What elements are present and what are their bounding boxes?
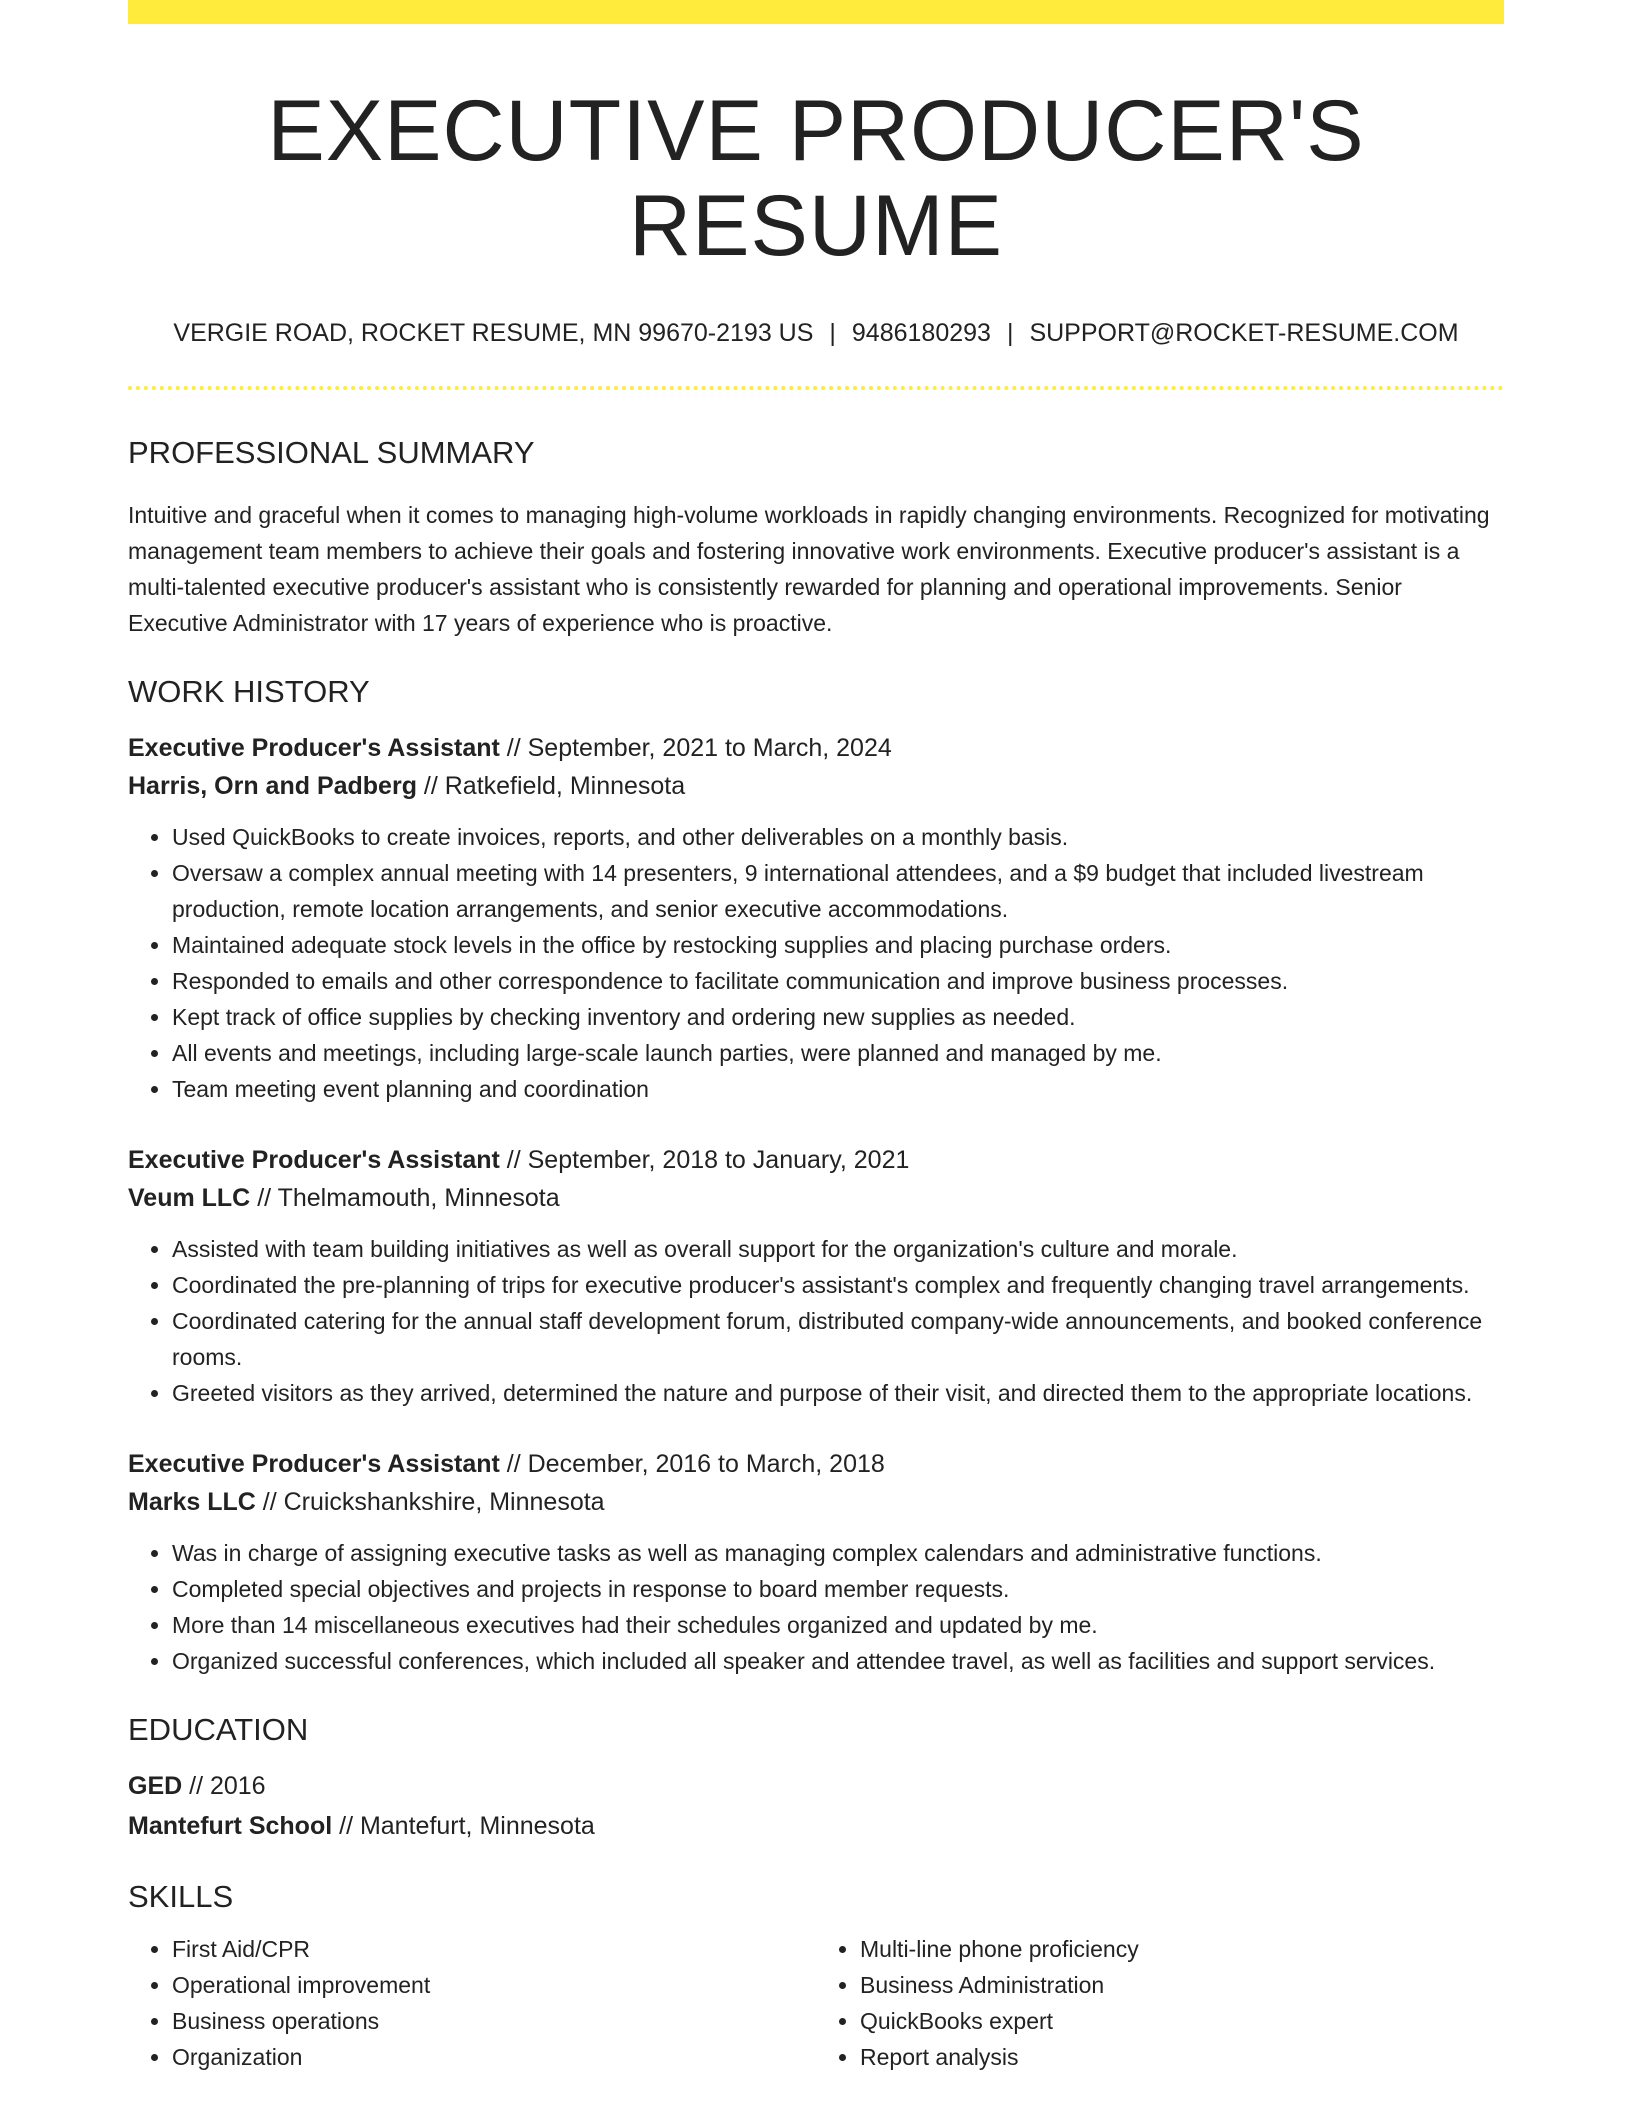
job-dates: // September, 2021 to March, 2024 bbox=[499, 733, 892, 762]
skills-heading: SKILLS bbox=[128, 1878, 234, 1914]
list-item: • QuickBooks expert bbox=[860, 2003, 1504, 2039]
list-item: • Team meeting event planning and coordination bbox=[172, 1071, 1504, 1107]
job-company: Marks LLC bbox=[128, 1487, 256, 1516]
job-company-line bbox=[128, 767, 1504, 805]
job-title-line bbox=[128, 1141, 1504, 1179]
job-company: Harris, Orn and Padberg bbox=[128, 771, 417, 800]
education-school: Mantefurt School bbox=[128, 1811, 333, 1840]
education-heading: EDUCATION bbox=[128, 1711, 309, 1747]
contact-email[interactable]: SUPPORT@ROCKET-RESUME.COM bbox=[1029, 319, 1459, 348]
list-item: • Kept track of office supplies by checking inventory and ordering new supplies as needed. bbox=[172, 999, 1504, 1035]
job-entry bbox=[128, 729, 1504, 1107]
accent-top-bar bbox=[128, 0, 1504, 24]
list-item: • Used QuickBooks to create invoices, reports, and other deliverables on a monthly basis. bbox=[172, 819, 1504, 855]
job-title: Executive Producer's Assistant bbox=[128, 1145, 500, 1174]
job-company: Veum LLC bbox=[128, 1183, 251, 1212]
list-item: • Operational improvement bbox=[172, 1967, 816, 2003]
list-item: • Maintained adequate stock levels in the office by restocking supplies and placing purchase orders. bbox=[172, 927, 1504, 963]
resume-content bbox=[128, 24, 1504, 2075]
contact-separator: | bbox=[1006, 319, 1014, 348]
list-item: • Was in charge of assigning executive tasks as well as managing complex calendars and administrative functions. bbox=[172, 1535, 1504, 1571]
contact-line bbox=[128, 319, 1504, 348]
work-history-section bbox=[128, 673, 1504, 1678]
list-item: • Assisted with team building initiatives as well as overall support for the organization's culture and morale. bbox=[172, 1231, 1504, 1267]
job-bullets bbox=[128, 1535, 1504, 1679]
skills-columns bbox=[128, 1931, 1504, 2075]
job-location: // Thelmamouth, Minnesota bbox=[250, 1183, 560, 1212]
job-title: Executive Producer's Assistant bbox=[128, 733, 500, 762]
list-item: • First Aid/CPR bbox=[172, 1931, 816, 1967]
list-item: • Oversaw a complex annual meeting with 14 presenters, 9 international attendees, and a $9 budget that included livestream production, remote location arrangements, and senior executive accommodations. bbox=[172, 855, 1504, 927]
summary-heading: PROFESSIONAL SUMMARY bbox=[128, 435, 535, 471]
education-location: // Mantefurt, Minnesota bbox=[332, 1811, 595, 1840]
job-entry bbox=[128, 1445, 1504, 1679]
list-item: • Completed special objectives and projects in response to board member requests. bbox=[172, 1571, 1504, 1607]
list-item: • Organization bbox=[172, 2039, 816, 2075]
job-title: Executive Producer's Assistant bbox=[128, 1449, 500, 1478]
contact-address: VERGIE ROAD, ROCKET RESUME, MN 99670-2193 US bbox=[173, 319, 814, 348]
work-history-heading: WORK HISTORY bbox=[128, 674, 370, 710]
education-degree-line bbox=[128, 1766, 1504, 1806]
job-title-line bbox=[128, 1445, 1504, 1483]
education-entry bbox=[128, 1766, 1504, 1846]
list-item: • More than 14 miscellaneous executives had their schedules organized and updated by me. bbox=[172, 1607, 1504, 1643]
list-item: • Coordinated the pre-planning of trips for executive producer's assistant's complex and frequently changing travel arrangements. bbox=[172, 1267, 1504, 1303]
resume-title: EXECUTIVE PRODUCER'S RESUME bbox=[267, 83, 1365, 274]
education-degree: GED bbox=[128, 1771, 183, 1800]
list-item: • Coordinated catering for the annual staff development forum, distributed company-wide announcements, and booked conference rooms. bbox=[172, 1303, 1504, 1375]
job-entry bbox=[128, 1141, 1504, 1411]
job-bullets bbox=[128, 819, 1504, 1107]
dotted-divider bbox=[128, 386, 1504, 390]
education-section bbox=[128, 1711, 1504, 1846]
list-item: • Report analysis bbox=[860, 2039, 1504, 2075]
list-item: • Multi-line phone proficiency bbox=[860, 1931, 1504, 1967]
contact-phone: 9486180293 bbox=[851, 319, 991, 348]
list-item: • Greeted visitors as they arrived, determined the nature and purpose of their visit, and directed them to the appropriate locations. bbox=[172, 1375, 1504, 1411]
job-dates: // December, 2016 to March, 2018 bbox=[499, 1449, 885, 1478]
contact-separator: | bbox=[829, 319, 836, 348]
list-item: • Business operations bbox=[172, 2003, 816, 2039]
skills-list-right bbox=[816, 1931, 1504, 2075]
list-item: • Organized successful conferences, which included all speaker and attendee travel, as well as facilities and support services. bbox=[172, 1643, 1504, 1679]
skills-list-left bbox=[128, 1931, 816, 2075]
job-dates: // September, 2018 to January, 2021 bbox=[499, 1145, 910, 1174]
job-company-line bbox=[128, 1483, 1504, 1521]
skills-section bbox=[128, 1878, 1504, 2075]
job-location: // Cruickshankshire, Minnesota bbox=[255, 1487, 605, 1516]
job-company-line bbox=[128, 1179, 1504, 1217]
summary-section bbox=[128, 434, 1504, 641]
job-location: // Ratkefield, Minnesota bbox=[416, 771, 686, 800]
list-item: • Responded to emails and other correspondence to facilitate communication and improve business processes. bbox=[172, 963, 1504, 999]
summary-text: Intuitive and graceful when it comes to managing high-volume workloads in rapidly changing environments. Recognized for motivating management team members to achieve their goals and fostering innovative work environments. Executive producer's assistant is a multi-talented executive producer's assistant who is consistently rewarded for planning and operational improvements. Senior Executive Administrator with 17 years of experience who is proactive. bbox=[128, 502, 1490, 637]
list-item: • Business Administration bbox=[860, 1967, 1504, 2003]
education-school-line bbox=[128, 1806, 1504, 1846]
list-item: • All events and meetings, including large-scale launch parties, were planned and managed by me. bbox=[172, 1035, 1504, 1071]
job-bullets bbox=[128, 1231, 1504, 1411]
job-title-line bbox=[128, 729, 1504, 767]
education-year: // 2016 bbox=[182, 1771, 266, 1800]
